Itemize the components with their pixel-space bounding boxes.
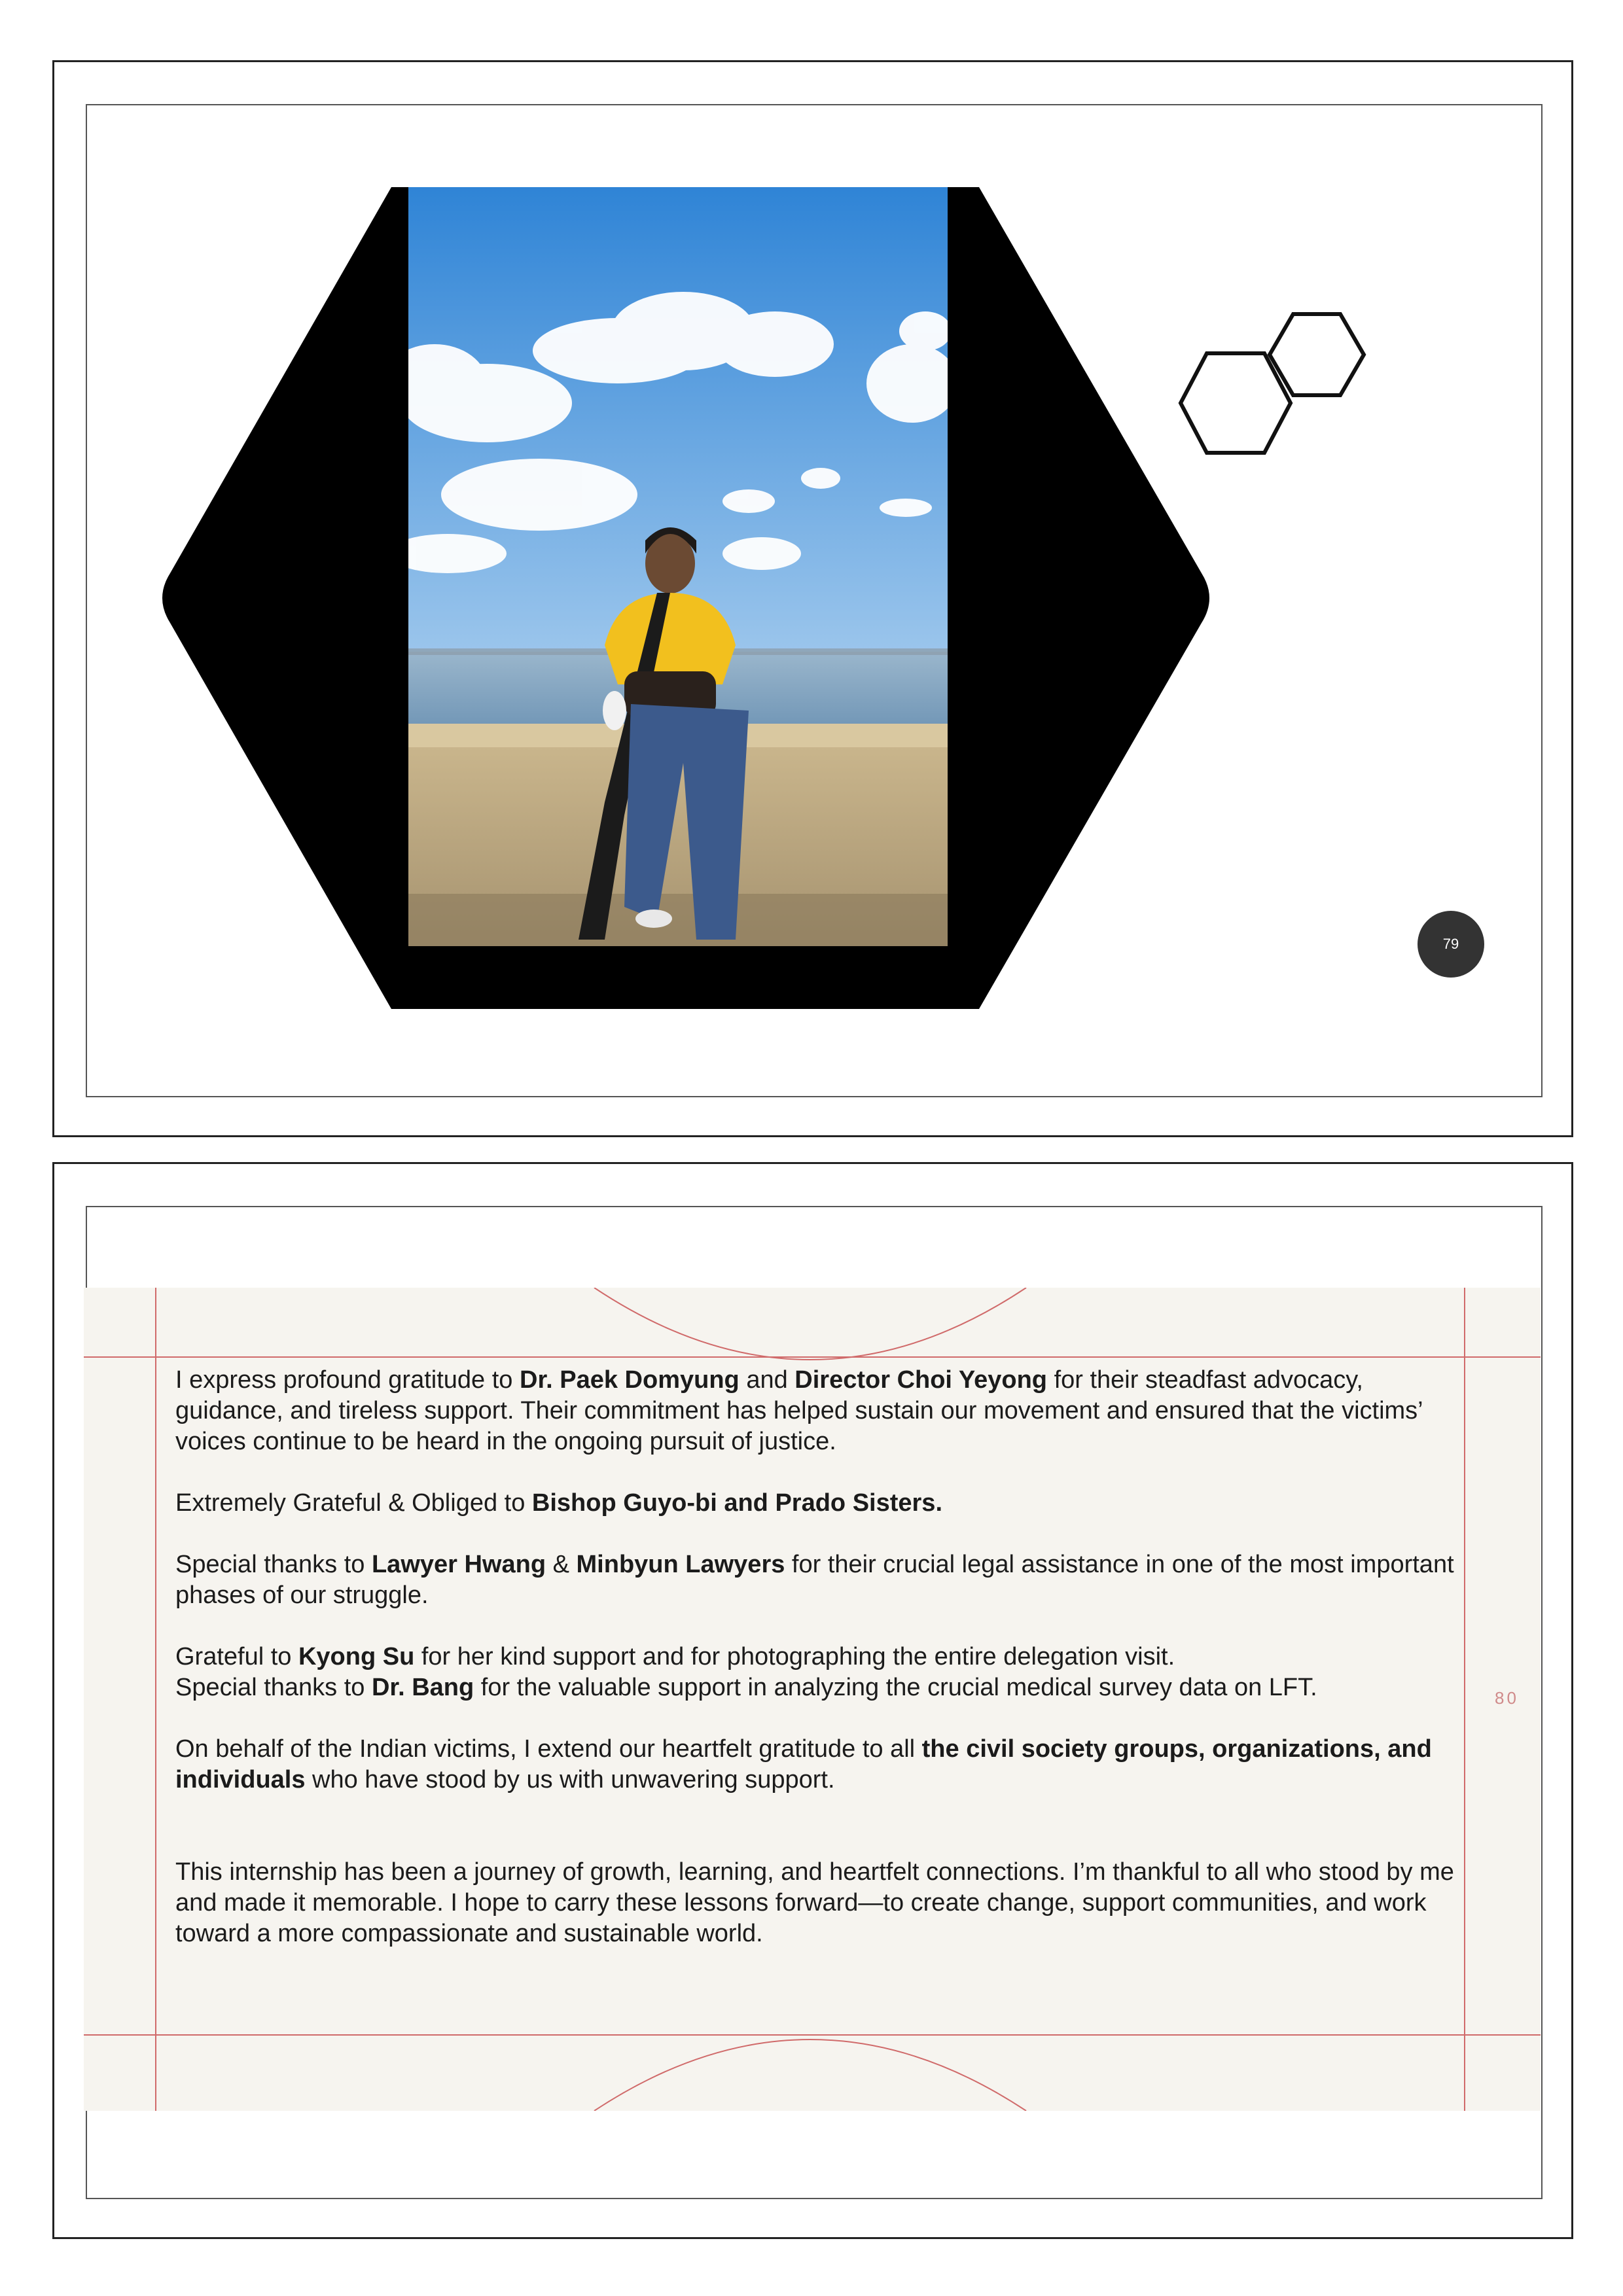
decorative-hexagons-icon: [1175, 311, 1372, 462]
paragraph-dr-bang: Special thanks to Dr. Bang for the valuable support in analyzing the crucial medical survey data on LFT.: [175, 1674, 1317, 1701]
page-number-badge: 79: [1418, 911, 1484, 978]
page-number: 80: [1495, 1688, 1519, 1708]
paragraph-internship-reflection: This internship has been a journey of growth, learning, and heartfelt connections. I’m thankful to all who stood by me and made it memorable. I hope to carry these lessons forward—to create change, support communities, and work toward a more compassionate and sustainable world.: [175, 1858, 1454, 1947]
paragraph-kyong-su: Grateful to Kyong Su for her kind support and for photographing the entire delegation visit.: [175, 1643, 1175, 1670]
acknowledgements-text: [175, 1365, 1458, 1949]
photo-icon: [408, 187, 948, 946]
paragraph-civil-society: On behalf of the Indian victims, I extend our heartfelt gratitude to all the civil society groups, organizations, and individuals who have stood by us with unwavering support.: [175, 1735, 1432, 1793]
acknowledgements-panel: [84, 1288, 1541, 2111]
paragraph-lawyers: Special thanks to Lawyer Hwang & Minbyun Lawyers for their crucial legal assistance in one of the most important phases of our struggle.: [175, 1551, 1454, 1609]
portrait-photo: [408, 187, 948, 946]
paragraph-bishop-guyo-bi: Extremely Grateful & Obliged to Bishop Guyo-bi and Prado Sisters.: [175, 1489, 942, 1517]
paragraph-gratitude-paek-choi: I express profound gratitude to Dr. Paek Domyung and Director Choi Yeyong for their steadfast advocacy, guidance, and tireless support. Their commitment has helped sustain our movement and ensured that the victims’ voices continue to be heard in the ongoing pursuit of justice.: [175, 1366, 1423, 1455]
